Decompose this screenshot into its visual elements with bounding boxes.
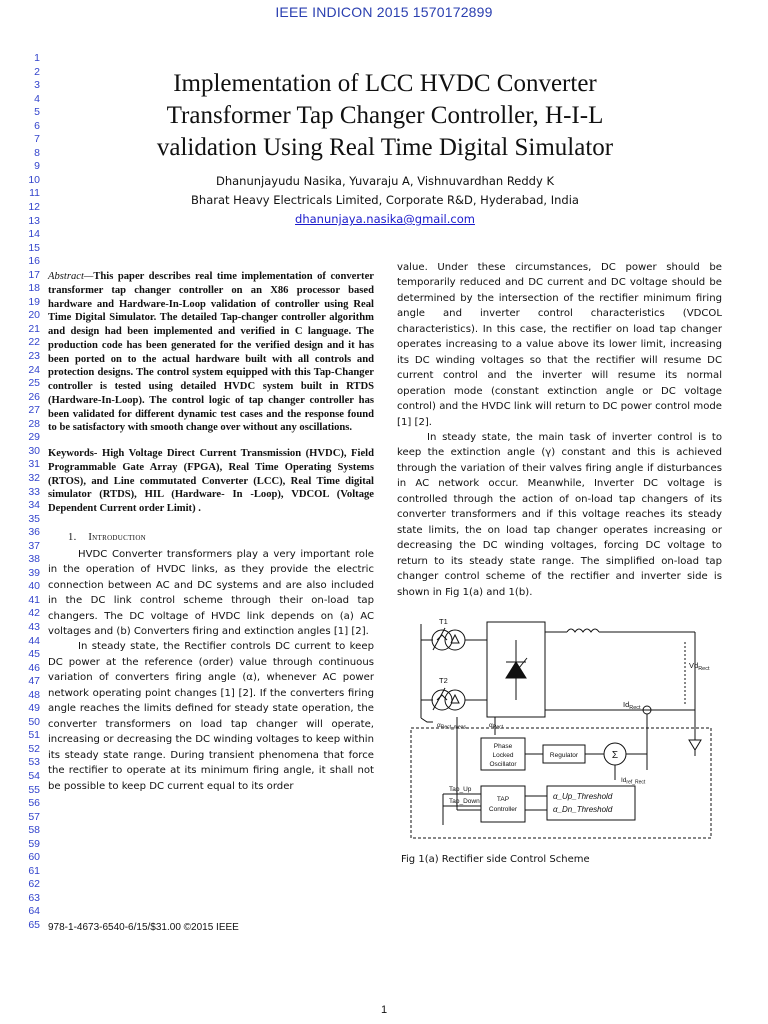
page-number: 1 bbox=[380, 1004, 388, 1016]
line-number: 22 bbox=[28, 336, 40, 349]
line-number: 33 bbox=[28, 485, 40, 498]
line-number: 47 bbox=[28, 675, 40, 688]
right-column bbox=[397, 260, 722, 865]
body-paragraph: HVDC Converter transformers play a very important role in the operation of HVDC links, as they provide the electric connection between AC and DC systems and are also included in the DC link control scheme through their on-load tap changers. The DC voltage of HVDC link depends on (a) AC voltages and (b) Converters firing and extinction angles [1] [2]. bbox=[48, 548, 374, 638]
alpha-rect-label: $\alpha_{Rect}$ bbox=[489, 721, 504, 731]
line-number: 60 bbox=[28, 851, 40, 864]
line-number: 57 bbox=[28, 810, 40, 823]
t2-tap-arrow bbox=[433, 688, 445, 710]
line-number: 24 bbox=[28, 363, 40, 376]
pll-label-line3: Oscillator bbox=[489, 760, 517, 768]
line-number: 16 bbox=[28, 255, 40, 268]
id-label: $Id_{Rect}$ bbox=[623, 699, 641, 711]
line-number: 34 bbox=[28, 499, 40, 512]
line-number: 56 bbox=[28, 797, 40, 810]
line-number: 39 bbox=[28, 566, 40, 579]
body-paragraph: In steady state, the main task of inverter control is to keep the extinction angle (γ) constant and this is achieved through the variation of their valves firing angle if disturbances in AC network occur. Meanwhile, Inverter DC voltage is controlled through the action of on-load tap changers of its converter transformers and if this voltage reaches its steady state limits, the on load tap changer operates increasing or decreasing the DC winding voltages, forcing DC voltage to return to its steady state range. The simplified on-load tap changer control scheme of the rectifier and inverter side is shown in Fig 1(a) and 1(b). bbox=[397, 431, 722, 598]
line-number: 12 bbox=[28, 201, 40, 214]
line-number: 49 bbox=[28, 702, 40, 715]
abstract bbox=[48, 270, 374, 435]
title-line: Implementation of LCC HVDC Converter bbox=[173, 70, 597, 97]
line-number: 26 bbox=[28, 390, 40, 403]
line-number: 44 bbox=[28, 634, 40, 647]
line-number: 42 bbox=[28, 607, 40, 620]
line-number: 15 bbox=[28, 241, 40, 254]
line-number: 51 bbox=[28, 729, 40, 742]
line-number: 17 bbox=[28, 268, 40, 281]
copyright-notice: 978-1-4673-6540-6/15/$31.00 ©2015 IEEE bbox=[48, 922, 239, 933]
line-number: 65 bbox=[28, 919, 40, 931]
section-number: 1. bbox=[68, 531, 77, 543]
line-number: 25 bbox=[28, 377, 40, 390]
line-number: 53 bbox=[28, 756, 40, 769]
line-number: 35 bbox=[28, 512, 40, 525]
line-number: 37 bbox=[28, 539, 40, 552]
up-threshold-label: α_Up_Threshold bbox=[553, 791, 613, 801]
line-number: 18 bbox=[28, 282, 40, 295]
author-names: Dhanunjayudu Nasika, Yuvaraju A, Vishnuvardhan Reddy K bbox=[215, 174, 554, 188]
line-number: 4 bbox=[34, 92, 40, 105]
line-number: 58 bbox=[28, 824, 40, 837]
line-number: 55 bbox=[28, 783, 40, 796]
left-column bbox=[48, 270, 374, 794]
line-number: 6 bbox=[34, 119, 40, 132]
line-number: 52 bbox=[28, 742, 40, 755]
thyristor-symbol bbox=[506, 662, 526, 678]
line-number: 36 bbox=[28, 526, 40, 539]
line-number: 7 bbox=[34, 133, 40, 146]
ground-icon bbox=[689, 740, 701, 750]
body-paragraph: In steady state, the Rectifier controls DC current to keep DC power at the reference (order) value through continuous variation of converters firing angle (α), whenever AC power network operating point changes [1] [2]. If the converters firing angle reaches the limits defined for steady state operation, the converter transformers on load tap changer will operate, increasing or decreasing the DC winding voltages to keep within its steady state range. During transient phenomena that force the rectifier to operate at its minimum firing angle, it shall not be possible to keep DC current equal to its order bbox=[48, 641, 374, 792]
line-number: 14 bbox=[28, 228, 40, 241]
section-heading bbox=[68, 531, 374, 545]
line-number-gutter bbox=[6, 52, 40, 933]
line-number: 21 bbox=[28, 322, 40, 335]
line-number: 43 bbox=[28, 620, 40, 633]
idref-label: $Id_{ref\_Rect}$ bbox=[621, 776, 646, 786]
body-paragraph: value. Under these circumstances, DC power should be temporarily reduced and DC current and DC voltage should be determined by the intersection of the rectifier minimum firing angle and inverter control characteristics (VDCOL characteristics). In this case, the rectifier on load tap changer operates increasing to a value above its lower limit, increasing its DC winding voltages so that the rectifier will resume DC current control and the inverter will resume its normal operation mode (constant extinction angle or DC voltage control) and the HVDC link will return to DC power control mode [1] [2]. bbox=[397, 262, 722, 428]
line-number: 8 bbox=[34, 146, 40, 159]
line-number: 13 bbox=[28, 214, 40, 227]
tap-up-label: Tap_Up bbox=[449, 785, 472, 793]
line-number: 64 bbox=[28, 905, 40, 918]
line-number: 48 bbox=[28, 688, 40, 701]
abstract-text: This paper describes real time implementation of converter transformer tap changer controller on an X86 processor based hardware and Hardware-In-Loop validation of controller using Real Time Digital Simulator. The detailed Tap-changer controller algorithm and design had been implemented and verified in C language. The production code has been generated for the verified design and it has been ported on to the actual hardware built with all controls and protection designs. The control system equipped with this Tap-Changer controller is tested using detailed HVDC system built in RTDS (Hardware-In-Loop). The control logic of tap changer controller has been validated for different dynamic test cases and the response found to be satisfactory with smooth change over without any oscillations. bbox=[48, 271, 374, 434]
control-scheme-diagram bbox=[397, 610, 715, 850]
tap-controller-box bbox=[481, 786, 525, 822]
abstract-lead: Abstract— bbox=[48, 271, 94, 282]
tap-controller-label-line1: TAP bbox=[496, 795, 510, 803]
bus-end-line bbox=[421, 718, 433, 722]
line-number: 40 bbox=[28, 580, 40, 593]
smoothing-reactor-icon bbox=[567, 629, 599, 632]
thyristor-gate bbox=[519, 658, 527, 668]
line-number: 45 bbox=[28, 648, 40, 661]
line-number: 3 bbox=[34, 79, 40, 92]
tap-down-label: Tap_Down bbox=[449, 797, 480, 805]
conference-banner: IEEE INDICON 2015 1570172899 bbox=[275, 4, 493, 20]
title-line: validation Using Real Time Digital Simulator bbox=[156, 134, 614, 161]
line-number: 50 bbox=[28, 715, 40, 728]
line-number: 38 bbox=[28, 553, 40, 566]
paper-title bbox=[70, 68, 700, 164]
t1-secondary-winding bbox=[445, 630, 465, 650]
author-block bbox=[70, 172, 700, 229]
line-number: 28 bbox=[28, 417, 40, 430]
t2-label: T2 bbox=[439, 675, 448, 685]
t2-secondary-winding bbox=[445, 690, 465, 710]
author-affiliation: Bharat Heavy Electricals Limited, Corporate R&D, Hyderabad, India bbox=[191, 193, 579, 207]
author-email-link[interactable]: dhanunjaya.nasika@gmail.com bbox=[295, 212, 475, 226]
title-line: Transformer Tap Changer Controller, H-I-L bbox=[166, 102, 604, 129]
regulator-label: Regulator bbox=[549, 751, 579, 759]
section-title: Introduction bbox=[88, 531, 147, 543]
line-number: 5 bbox=[34, 106, 40, 119]
line-number: 1 bbox=[34, 52, 40, 64]
line-number: 61 bbox=[28, 864, 40, 877]
line-number: 32 bbox=[28, 471, 40, 484]
line-number: 29 bbox=[28, 431, 40, 444]
line-number: 20 bbox=[28, 309, 40, 322]
line-number: 23 bbox=[28, 350, 40, 363]
line-number: 41 bbox=[28, 593, 40, 606]
line-number: 9 bbox=[34, 160, 40, 173]
line-number: 63 bbox=[28, 891, 40, 904]
down-threshold-label: α_Dn_Threshold bbox=[553, 804, 613, 814]
figure-caption: Fig 1(a) Rectifier side Control Scheme bbox=[401, 853, 590, 865]
line-number: 2 bbox=[34, 65, 40, 78]
vd-label: $Vd_{Rect}$ bbox=[689, 660, 710, 672]
t1-label: T1 bbox=[439, 616, 448, 626]
pll-label-line2: Locked bbox=[492, 751, 514, 759]
line-number: 27 bbox=[28, 404, 40, 417]
line-number: 31 bbox=[28, 458, 40, 471]
rectifier-control-scheme-figure bbox=[397, 610, 715, 850]
line-number: 19 bbox=[28, 295, 40, 308]
alpha-meas-label: $\alpha_{Rect\_meas}$ bbox=[437, 721, 467, 731]
sigma-label: Σ bbox=[611, 749, 619, 761]
line-number: 46 bbox=[28, 661, 40, 674]
line-number: 59 bbox=[28, 837, 40, 850]
line-number: 10 bbox=[28, 173, 40, 186]
line-number: 62 bbox=[28, 878, 40, 891]
t1-tap-arrow bbox=[433, 628, 445, 650]
pll-label-line1: Phase bbox=[493, 742, 513, 750]
line-number: 54 bbox=[28, 769, 40, 782]
line-number: 11 bbox=[29, 187, 40, 200]
line-number: 30 bbox=[28, 444, 40, 457]
tap-controller-label-line2: Controller bbox=[488, 805, 518, 813]
keywords: Keywords- High Voltage Direct Current Transmission (HVDC), Field Programmable Gate Array (FPGA), Real Time Operating Systems (RTOS), and Line commutated Converter (LCC), Real Time digital simulator (RTDS), HIL (Hardware- In -Loop), VDCOL (Voltage Dependent Current order Limit) . bbox=[48, 448, 374, 514]
